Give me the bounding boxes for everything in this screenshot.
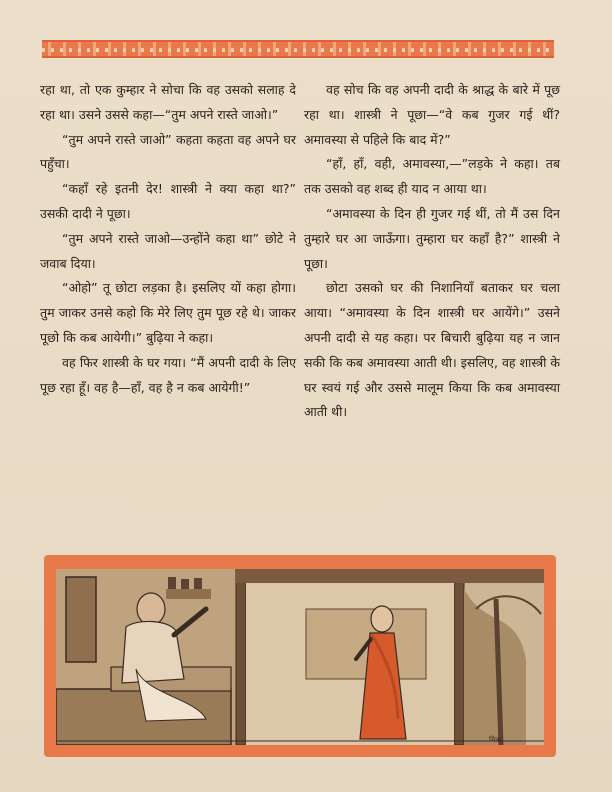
paragraph: वह फिर शास्त्री के घर गया। “मैं अपनी दादी के लिए पूछ रहा हूँ। वह है—हाँ, वह है न कब आयेगी!” bbox=[40, 354, 296, 395]
paragraph: “ओहो” तू छोटा लड़का है। इसलिए यों कहा होगा। तुम जाकर उनसे कहो कि मेरे लिए तुम पूछ रहे थे। जाकर पूछो कि कब आयेगी।” बुढ़िया ने कहा। bbox=[40, 280, 296, 345]
paragraph: वह सोच कि वह अपनी दादी के श्राद्ध के बारे में पूछ रहा था। शास्त्री ने पूछा—“वे कब गुजर गई थीं? अमावस्या से पहिले कि बाद में?” bbox=[304, 82, 560, 147]
shelf bbox=[166, 589, 211, 599]
right-text-column bbox=[304, 78, 560, 425]
veranda-post bbox=[236, 569, 246, 745]
paragraph: “अमावस्या के दिन ही गुजर गई थीं, तो मैं उस दिन तुम्हारे घर आ जाऊँगा। तुम्हारा घर कहाँ है?” शास्त्री ने पूछा। bbox=[304, 205, 560, 271]
shelf-item bbox=[181, 579, 189, 589]
paragraph: छोटा उसको घर की निशानियाँ बताकर घर चला आया। “अमावस्या के दिन शास्त्री घर आयेंगे।” उसने अपनी दादी से यह कहा। पर बिचारी बुढ़िया यह न जान सकी कि कब अमावस्या आती थी। इसलिए, वह शास्त्री के घर स्वयं गई और उससे मालूम किया कि कब अमावस्या आती थी। bbox=[304, 280, 560, 420]
decorative-top-border bbox=[42, 40, 554, 58]
paragraph: “हाँ, हाँ, वही, अमावस्या,—”लड़के ने कहा। तब तक उसको वह शब्द ही याद न आया था। bbox=[304, 156, 560, 197]
illustration bbox=[56, 569, 544, 745]
old-man-body bbox=[122, 621, 184, 683]
paragraph: रहा था, तो एक कुम्हार ने सोचा कि वह उसको सलाह दे रहा था। उसने उससे कहा—“तुम अपने रास्ते जाओ।” bbox=[40, 82, 296, 122]
illustration-frame bbox=[44, 555, 556, 757]
woman-head bbox=[371, 606, 393, 632]
left-text-column bbox=[40, 78, 296, 400]
paragraph: “तुम अपने रास्ते जाओ—उन्होंने कहा था” छोटे ने जवाब दिया। bbox=[40, 230, 296, 271]
shelf-item bbox=[168, 577, 176, 589]
veranda-post bbox=[454, 569, 464, 745]
artist-signature: चित्रा bbox=[489, 736, 501, 744]
roof-beam bbox=[236, 569, 544, 583]
doorway bbox=[66, 577, 96, 662]
shelf-item bbox=[194, 578, 202, 589]
paragraph: “कहाँ रहे इतनी देर! शास्त्री ने क्या कहा था?” उसकी दादी ने पूछा। bbox=[40, 181, 296, 221]
old-man-head bbox=[137, 593, 165, 625]
paragraph: “तुम अपने रास्ते जाओ” कहता कहता वह अपने घर पहुँचा। bbox=[40, 131, 296, 172]
